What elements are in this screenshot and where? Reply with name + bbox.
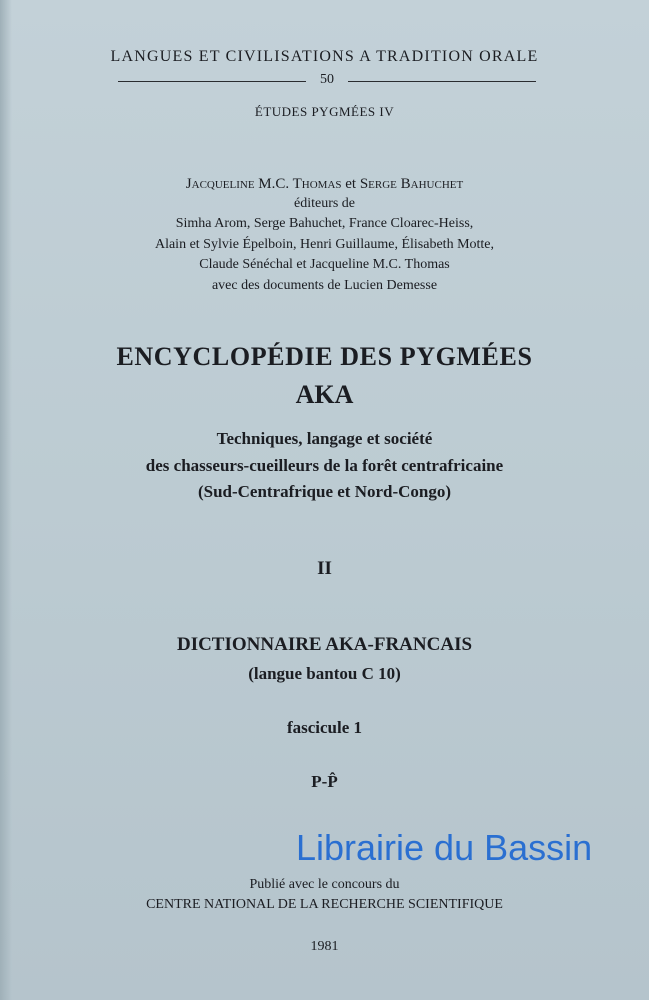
letters-range: P-P̂ bbox=[311, 772, 338, 791]
editors-role: éditeurs de bbox=[293, 196, 356, 211]
dictionary-title: DICTIONNAIRE AKA-FRANCAIS bbox=[176, 634, 473, 655]
subtitle-line: Techniques, langage et société bbox=[216, 429, 433, 448]
volume-number: II bbox=[317, 558, 332, 579]
documents-credit: avec des documents de Lucien Demesse bbox=[211, 278, 438, 293]
dictionary-subtitle: (langue bantou C 10) bbox=[248, 664, 401, 683]
bookseller-watermark: Librairie du Bassin bbox=[296, 827, 593, 868]
series-number-rule bbox=[118, 72, 536, 92]
publisher-name: CENTRE NATIONAL DE LA RECHERCHE SCIENTIFIQUE bbox=[146, 897, 503, 912]
editor-joiner: et bbox=[341, 176, 360, 192]
main-title-aka: AKA bbox=[295, 380, 354, 409]
main-title: ENCYCLOPÉDIE DES PYGMÉES bbox=[116, 342, 533, 371]
series-number: 50 bbox=[320, 72, 334, 87]
series-title: LANGUES ET CIVILISATIONS A TRADITION ORALE bbox=[110, 48, 539, 65]
rule-right-line bbox=[348, 81, 536, 82]
contributors-line: Alain et Sylvie Épelboin, Henri Guillaume, Élisabeth Motte, bbox=[154, 237, 495, 252]
editor-name-2: Serge Bahuchet bbox=[359, 176, 464, 192]
subtitle-line: des chasseurs-cueilleurs de la forêt centrafricaine bbox=[145, 456, 504, 475]
publisher-note: Publié avec le concours du bbox=[249, 877, 400, 892]
editors-line bbox=[0, 176, 649, 193]
subseries-title: ÉTUDES PYGMÉES IV bbox=[254, 104, 395, 119]
editor-name-1: Jacqueline M.C. Thomas bbox=[185, 176, 342, 192]
publication-year: 1981 bbox=[310, 939, 339, 954]
contributors-line: Simha Arom, Serge Bahuchet, France Cloarec-Heiss, bbox=[175, 216, 474, 231]
contributors-line: Claude Sénéchal et Jacqueline M.C. Thomas bbox=[199, 257, 450, 272]
fascicule-label: fascicule 1 bbox=[286, 718, 363, 737]
subtitle-line: (Sud-Centrafrique et Nord-Congo) bbox=[197, 482, 452, 501]
